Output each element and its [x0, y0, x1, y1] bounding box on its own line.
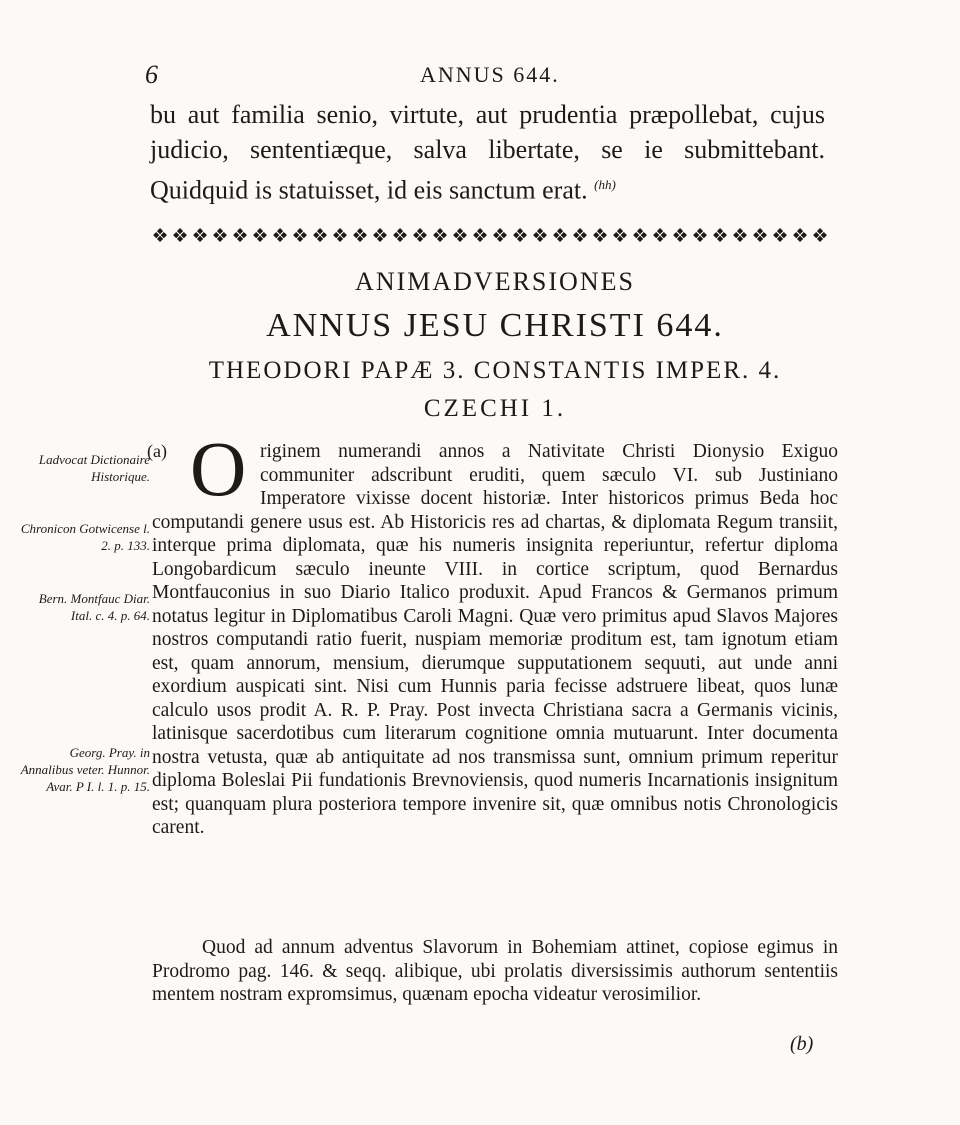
ornament-glyph: ❖ — [511, 226, 529, 247]
running-head: ANNUS 644. — [420, 62, 560, 87]
note-mark: (a) — [147, 441, 167, 461]
margin-note-ladvocat: Ladvocat Dictionaire Historique. — [38, 452, 150, 484]
ornament-glyph: ❖ — [451, 226, 469, 247]
ornament-glyph: ❖ — [671, 226, 689, 247]
heading-czechi: CZECHI 1. — [423, 395, 567, 422]
ornament-glyph: ❖ — [711, 226, 729, 247]
ornament-glyph: ❖ — [491, 226, 509, 247]
ornament-glyph: ❖ — [571, 226, 589, 247]
ornament-glyph: ❖ — [151, 226, 169, 247]
ornament-glyph: ❖ — [251, 226, 269, 247]
second-paragraph: Quod ad annum adventus Slavorum in Bohemiam attinet, copiose egimus in Prodromo pag. 146. & seqq. alibique, ubi prolatis diversissimis authorum sententiis mentem nostram expromsimus, quænam epocha videatur verosimilior. — [152, 937, 838, 1005]
main-paragraph-text: riginem numerandi annos a Nativitate Christi Dionysio Exiguo communiter adscribunt eruditi, quem sæculo VI. sub Justiniano Imperatore vixisse docent historiæ. Inter historicos primus Beda hoc computandi genere usus est. Ab Historicis res ad chartas, & diplomata Regum transiit, interque prima diplomata, quæ his numeris insignita reperiuntur, refertur diploma Longobardicum sæculo ineunte VIII. in cortice scriptum, quod Bernardus Montfauconius in suo Diario Italico produxit. Apud Francos & Germanos primum notatus legitur in Diplomatibus Caroli Magni. Quæ vero primitus apud Slavos Majores nostros computandi ratio fuerit, nuspiam memoriæ proditum est, tam ignotum etiam est, quam annorum, mensium, dierumque supputationem sequuti, aut unde anni exordium auspicati sint. Nisi cum Hunnis paria fecisse adstruere libeat, quos lunæ calculo usos prodit A. R. P. Pray. Post invecta Christiana sacra a Germanis vicinis, latinisque sacerdotibus cum literarum cognitione omnia mutuarunt. Inter documenta nostra vetusta, quæ ab antiquitate ad nos transmissa sunt, omnium primum reperitur diploma Boleslai Pii fundationis Brevnoviensis, quod numeris Incarnationis insignitum est; quanquam plura posteriora tempore invenire sit, quæ omnibus notis Chronologicis carent. — [152, 441, 838, 838]
ornament-glyph: ❖ — [731, 226, 749, 247]
ornament-glyph: ❖ — [311, 226, 329, 247]
ornament-glyph: ❖ — [811, 226, 829, 247]
top-paragraph-text: bu aut familia senio, virtute, aut prudentia præpollebat, cujus judicio, sententiæque, salva libertate, se ie submittebant. Quidquid is statuisset, id eis sanctum erat. — [150, 100, 825, 205]
ornament-glyph: ❖ — [291, 226, 309, 247]
ornament-glyph: ❖ — [791, 226, 809, 247]
ornament-divider — [150, 222, 830, 252]
ornament-glyph: ❖ — [331, 226, 349, 247]
ornament-glyph: ❖ — [411, 226, 429, 247]
margin-note-chronicon: Chronicon Gotwicense l. 2. p. 133. — [20, 521, 150, 553]
ornament-glyph: ❖ — [531, 226, 549, 247]
ornament-glyph: ❖ — [771, 226, 789, 247]
ornament-glyph: ❖ — [651, 226, 669, 247]
ornament-glyph: ❖ — [271, 226, 289, 247]
top-paragraph — [150, 97, 825, 208]
ornament-glyph: ❖ — [631, 226, 649, 247]
ornament-glyph: ❖ — [191, 226, 209, 247]
heading-animadversiones: ANIMADVERSIONES — [355, 267, 635, 296]
footnote-ref: (hh) — [594, 177, 616, 192]
ornament-glyph: ❖ — [351, 226, 369, 247]
margin-note-pray: Georg. Pray. in Annalibus veter. Hunnor. Avar. P I. l. 1. p. 15. — [20, 745, 150, 794]
main-paragraph — [152, 440, 838, 840]
heading-annus: ANNUS JESU CHRISTI 644. — [266, 307, 724, 344]
margin-note-montfauc: Bern. Montfauc Diar. Ital. c. 4. p. 64. — [38, 591, 150, 623]
ornament-glyph: ❖ — [611, 226, 629, 247]
ornament-glyph: ❖ — [551, 226, 569, 247]
ornament-glyph: ❖ — [211, 226, 229, 247]
heading-papae-imper: THEODORI PAPÆ 3. CONSTANTIS IMPER. 4. — [208, 357, 782, 384]
ornament-glyph: ❖ — [371, 226, 389, 247]
ornament-glyph: ❖ — [591, 226, 609, 247]
ornament-glyph: ❖ — [231, 226, 249, 247]
ornament-glyph: ❖ — [431, 226, 449, 247]
ornament-glyph: ❖ — [751, 226, 769, 247]
ornament-glyph: ❖ — [171, 226, 189, 247]
drop-cap: O — [190, 425, 247, 512]
ornament-glyph: ❖ — [391, 226, 409, 247]
catchword: (b) — [790, 1033, 814, 1055]
ornament-glyph: ❖ — [691, 226, 709, 247]
ornament-glyph: ❖ — [471, 226, 489, 247]
page-number: 6 — [145, 60, 158, 89]
